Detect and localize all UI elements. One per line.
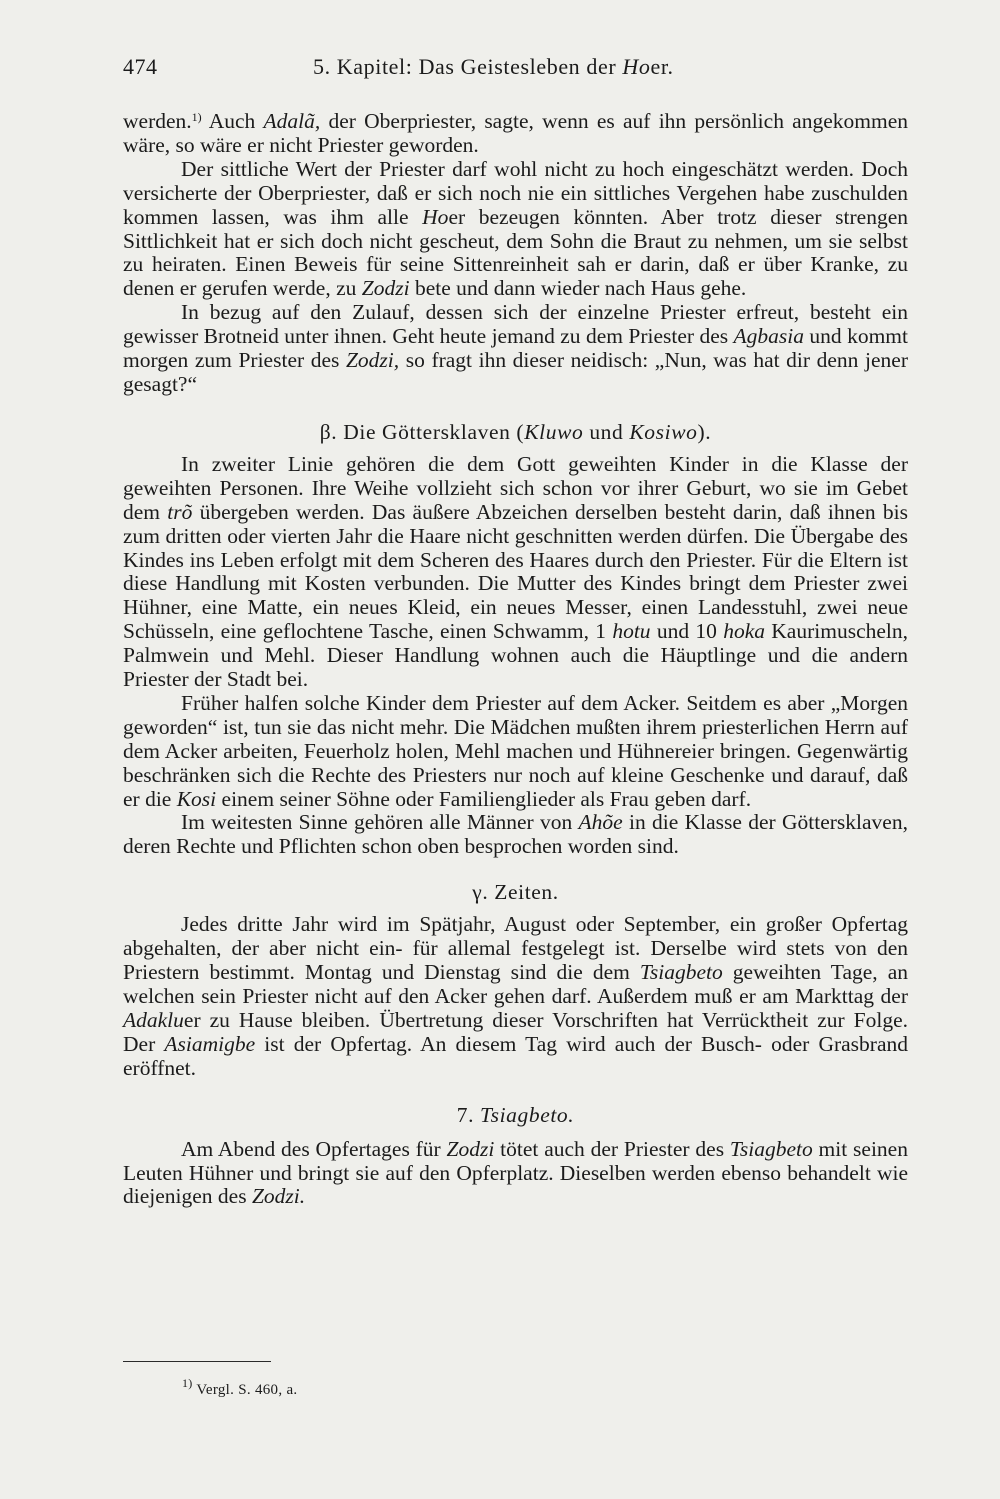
text-run: er bezeugen könnten. Aber trotz dieser strengen Sittlichkeit hat er sich doch nicht gescheut, dem Sohn die Braut zu nehmen, um sie selbst zu heiraten. Einen Beweis für seine Sittenreinheit sah er darin, daß er über Kranke, zu denen er gerufen werde, zu: [123, 204, 908, 301]
text-run: in die Klasse der Göttersklaven, deren Rechte und Pflichten schon oben besprochen worden sind.: [123, 810, 908, 859]
italic-term: Tsiagbeto: [729, 1136, 813, 1161]
italic-term: Ho: [422, 204, 449, 229]
page-number: 474: [123, 54, 158, 79]
italic-term: Zodzi: [361, 276, 410, 301]
italic-term: hotu: [612, 619, 651, 644]
running-title-italic: Ho: [622, 54, 651, 79]
running-title: [313, 50, 674, 84]
paragraph-p2: [123, 158, 908, 301]
text-run: übergeben werden. Das äußere Abzeichen derselben besteht darin, daß ihnen bis zum dritten oder vierten Jahr die Haare nicht geschnitten werden dürfen. Die Übergabe des Kindes ins Leben erfolgt mit dem Scheren des Haares durch den Priester. Für die Eltern ist diese Handlung mit Kosten verbunden. Die Mutter des Kindes bringt dem Priester zwei Hühner, eine Matte, ein neues Kleid, ein neues Messer, einen Landesstuhl, zwei neue Schüsseln, eine geflochtene Tasche, einen Schwamm, 1: [123, 499, 908, 644]
text-run: geweihten Tage, an welchen sein Priester nicht auf den Acker gehen darf. Außerdem muß er am Markttag der: [123, 960, 908, 1008]
text-run: einem seiner Söhne oder Familienglieder als Frau geben darf.: [216, 786, 752, 811]
italic-term: trõ: [167, 499, 193, 524]
italic-term: Kluwo: [524, 419, 584, 444]
text-run: β. Die Göttersklaven (: [319, 419, 525, 444]
footnote-marker: 1): [182, 1376, 193, 1390]
text-run: Der sittliche Wert der Priester darf wohl nicht zu hoch eingeschätzt werden. Doch versicherte der Oberpriester, daß er sich noch nie ein sittliches Vergehen habe zuschulden kommen lassen, was ihm alle: [123, 156, 908, 229]
paragraph-p5: [123, 692, 908, 812]
text-run: In zweiter Linie gehören die dem Gott geweihten Kinder in die Klasse der geweihten Personen. Ihre Weihe vollzieht sich schon vor ihrer Geburt, wo sie im Gebet dem: [123, 451, 908, 524]
italic-term: Adaklu: [123, 1007, 184, 1032]
paragraph-p6: [123, 811, 908, 859]
italic-term: Ahõe: [578, 810, 623, 835]
text-run: so fragt ihn dieser neidisch: „Nun, was hat dir denn jener gesagt?“: [123, 348, 908, 396]
text-run: Im weitesten Sinne gehören alle Männer von: [181, 810, 579, 835]
body-text: [123, 110, 908, 1209]
footnote-reference: 1): [191, 110, 202, 124]
text-run: mit seinen Leuten Hühner und bringt sie auf den Opferplatz. Dieselben werden ebenso behandelt wie diejenigen des: [123, 1136, 908, 1209]
section-heading-h-gamma: [123, 880, 908, 904]
text-run: tötet auch der Priester des: [494, 1136, 730, 1161]
footnote-divider: [123, 1361, 271, 1362]
text-run: Auch: [201, 109, 264, 133]
italic-term: Agbasia: [733, 324, 805, 349]
text-run: Früher halfen solche Kinder dem Priester auf dem Acker. Seitdem es aber „Morgen geworden“ ist, tun sie das nicht mehr. Die Mädchen mußten ihrem priesterlichen Herrn auf dem Acker arbeiten, Feuerholz holen, Mehl machen und Hühnereier bringen. Gegenwärtig beschränken sich die Rechte des Priesters nur noch auf kleine Geschenke und darauf, daß er die: [123, 690, 908, 811]
paragraph-p3: [123, 301, 908, 397]
section-heading-h-seven: [123, 1103, 908, 1127]
text-run: In bezug auf den Zulauf, dessen sich der einzelne Priester erfreut, besteht ein gewisser Brotneid unter ihnen. Geht heute jemand zu dem Priester des: [123, 300, 908, 349]
text-run: γ. Zeiten.: [472, 880, 559, 905]
text-run: er zu Hause bleiben. Übertretung dieser Vorschriften hat Verrücktheit zur Folge. Der: [123, 1007, 908, 1056]
text-run: werden.: [123, 109, 192, 133]
running-title-prefix: 5. Kapitel: Das Geistesleben der: [313, 54, 623, 79]
italic-term: Kosiwo: [629, 419, 698, 444]
italic-term: hoka: [723, 619, 765, 644]
section-heading-h-beta: [123, 420, 908, 444]
text-run: Jedes dritte Jahr wird im Spätjahr, August oder September, ein großer Opfertag abgehalten, der aber nicht ein- für allemal festgelegt ist. Derselbe wird stets von den Priestern bestimmt. Montag und Dienstag sind die dem: [123, 912, 908, 985]
text-run: der Oberpriester, sagte, wenn es auf ihn persönlich angekommen wäre, so wäre er nicht Priester geworden.: [123, 109, 908, 157]
text-run: bete und dann wieder nach Haus gehe.: [409, 276, 747, 301]
text-run: Am Abend des Opfertages für: [181, 1136, 447, 1161]
italic-term: Zodzi.: [251, 1184, 306, 1209]
running-title-suffix: er.: [650, 54, 674, 79]
italic-term: Zodzi: [446, 1136, 495, 1161]
italic-term: Zodzi,: [345, 348, 400, 373]
paragraph-p8: [123, 1138, 908, 1210]
italic-term: Adalã,: [263, 109, 321, 133]
footnote-text: Vergl. S. 460, a.: [192, 1382, 298, 1398]
text-run: ).: [697, 419, 712, 444]
footnote: [182, 1376, 298, 1400]
paragraph-p1: [123, 110, 908, 158]
italic-term: Kosi: [176, 786, 217, 811]
italic-term: Tsiagbeto.: [480, 1102, 575, 1127]
text-run: und: [583, 419, 630, 444]
text-run: und 10: [650, 619, 724, 644]
paragraph-p7: [123, 913, 908, 1080]
page-header: [123, 50, 908, 84]
text-run: Kaurimuscheln, Palmwein und Mehl. Dieser Handlung wohnen auch die Häuptlinge und die andern Priester der Stadt bei.: [123, 619, 909, 692]
text-run: 7.: [456, 1102, 481, 1127]
text-run: ist der Opfertag. An diesem Tag wird auch der Busch- oder Grasbrand eröffnet.: [123, 1031, 908, 1080]
italic-term: Asiamigbe: [164, 1031, 256, 1056]
italic-term: Tsiagbeto: [639, 960, 723, 985]
paragraph-p4: [123, 453, 908, 692]
text-run: und kommt morgen zum Priester des: [123, 324, 908, 373]
